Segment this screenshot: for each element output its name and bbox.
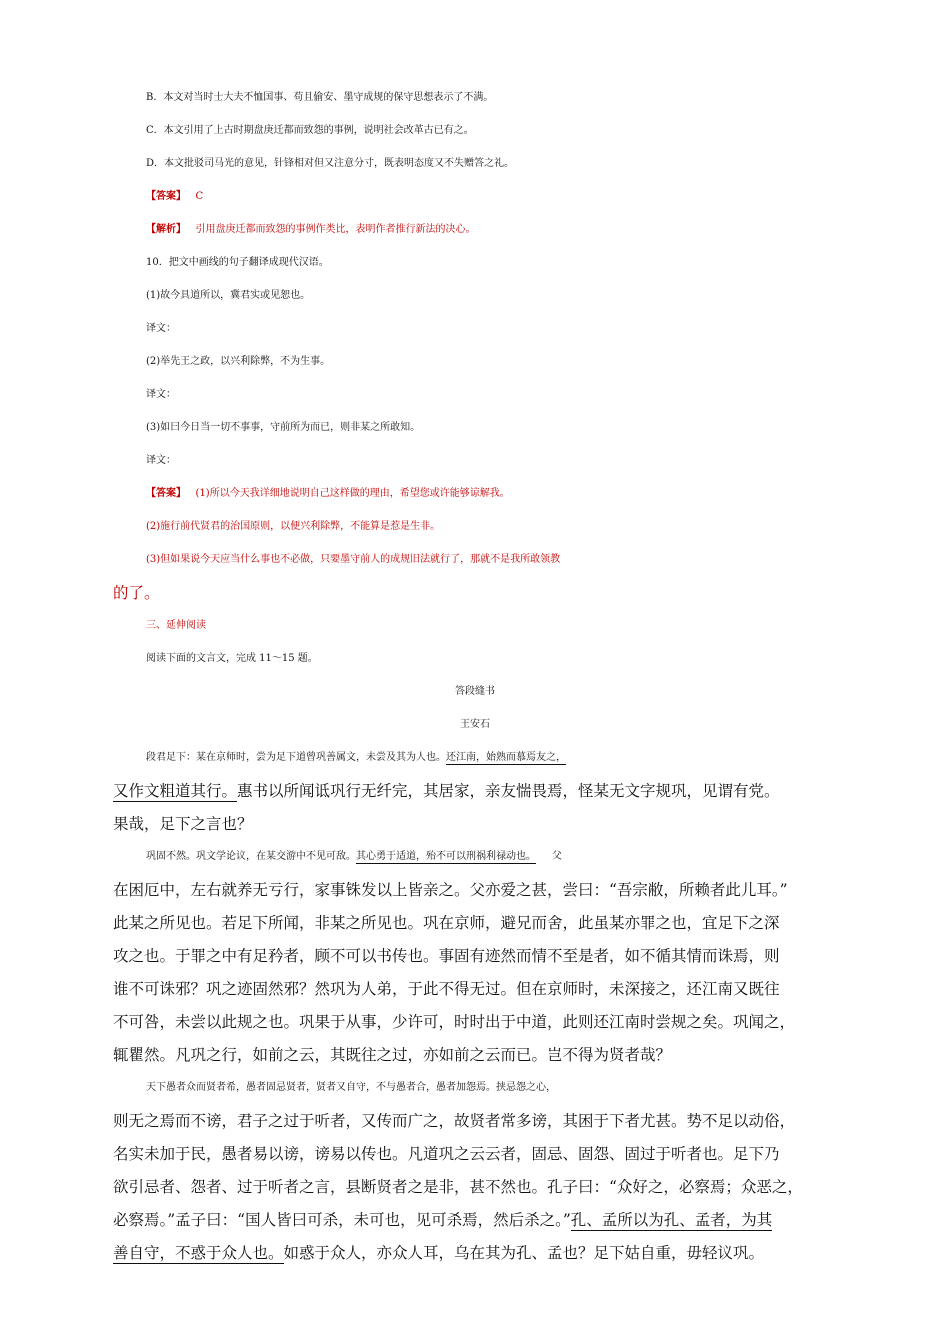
reading-instruction: 阅读下面的文言文，完成 11～15 题。 <box>146 653 318 664</box>
passage-text: 如惑于众人，亦众人耳，乌在其为孔、孟也？足下姑自重，毋轻议巩。 <box>283 1244 765 1262</box>
underlined-sentence: 又作文粗道其行。 <box>113 782 238 800</box>
analysis-text: 引用盘庚迁都而致怨的事例作类比，表明作者推行新法的决心。 <box>195 224 476 235</box>
translation-label: 译文： <box>146 323 176 334</box>
translation-label: 译文： <box>146 389 176 400</box>
passage-line <box>113 1243 843 1263</box>
underlined-sentence: 孔、孟所以为孔、孟者，为其 <box>570 1211 773 1229</box>
translation-label: 译文： <box>146 455 176 466</box>
passage-line: 欲引忌者、怨者、过于听者之言，县断贤者之是非，甚不然也。孔子曰：“众好之，必察焉；众恶之， <box>113 1178 803 1196</box>
passage-line <box>113 1210 843 1230</box>
answer-tag: 【答案】 <box>146 488 186 499</box>
passage-line: 则无之焉而不谤，君子之过于听者，又传而广之，故贤者常多谤，其困于下者尤甚。势不足以动俗， <box>113 1112 796 1130</box>
passage-text: 必察焉。”孟子曰：“国人皆曰可杀，未可也，见可杀焉，然后杀之。” <box>113 1211 571 1229</box>
passage-text: 巩固不然。巩文学论议，在某交游中不见可敌。 <box>146 851 356 862</box>
q9-answer <box>146 187 876 207</box>
passage-author: 王安石 <box>460 719 490 730</box>
q10-sentence-3: (3)如曰今日当一切不事事，守前所为而已，则非某之所敢知。 <box>146 422 421 433</box>
answer-text: C <box>195 191 204 202</box>
answer-text: (1)所以今天我详细地说明自己这样做的理由，希望您或许能够谅解我。 <box>195 488 510 499</box>
q10-answer-3-line2: 的了。 <box>113 584 160 602</box>
option-b: B．本文对当时士大夫不恤国事、苟且偷安、墨守成规的保守思想表示了不满。 <box>146 92 494 103</box>
passage-line <box>146 847 876 867</box>
passage-line: 在困厄中，左右就养无亏行，家事铢发以上皆亲之。父亦爱之甚，尝曰：“吾宗敝，所赖者此儿耳。” <box>113 881 788 899</box>
underlined-sentence: 善自守，不惑于众人也。 <box>113 1244 284 1262</box>
analysis-tag: 【解析】 <box>146 224 186 235</box>
q9-analysis <box>146 220 876 240</box>
passage-title: 答段缝书 <box>455 686 495 697</box>
section-heading: 三、延伸阅读 <box>146 620 206 631</box>
option-d: D．本文批驳司马光的意见，针锋相对但又注意分寸，既表明态度又不失赠答之礼。 <box>146 158 515 169</box>
passage-text: 惠书以所闻诋巩行无纤完，其居家，亲友惴畏焉，怪某无文字规巩，见谓有党。 <box>237 782 780 800</box>
passage-line: 名实未加于民，愚者易以谤，谤易以传也。凡道巩之云云者，固忌、固怨、固过于听者也。足下乃 <box>113 1145 780 1163</box>
passage-text: 父 <box>551 851 562 862</box>
q10-sentence-2: (2)举先王之政，以兴利除弊，不为生事。 <box>146 356 331 367</box>
q10-sentence-1: (1)故今具道所以，冀君实或见恕也。 <box>146 290 311 301</box>
passage-text: 段君足下：某在京师时，尝为足下道曾巩善属文，未尝及其为人也。 <box>146 752 446 763</box>
passage-line: 辄瞿然。凡巩之行，如前之云，其既往之过，亦如前之云而已。岂不得为贤者哉？ <box>113 1046 672 1064</box>
answer-tag: 【答案】 <box>146 191 186 202</box>
passage-line: 天下愚者众而贤者希，愚者固忌贤者，贤者又自守，不与愚者合，愚者加怨焉。挟忌怨之心， <box>146 1082 556 1093</box>
option-c: C．本文引用了上古时期盘庚迁都而致怨的事例，说明社会改革古已有之。 <box>146 125 474 136</box>
passage-line: 谁不可诛邪？巩之迹固然邪？然巩为人弟，于此不得无过。但在京师时，未深接之，还江南又既往 <box>113 980 780 998</box>
q10-answer-1 <box>146 484 876 504</box>
underlined-sentence: 还江南，始熟而慕焉友之， <box>446 752 566 763</box>
passage-line: 不可咎，未尝以此规之也。巩果于从事，少许可，时时出于中道，此则还江南时尝规之矣。巩闻之， <box>113 1013 796 1031</box>
passage-line: 此某之所见也。若足下所闻，非某之所见也。巩在京师，避兄而舍，此虽某亦罪之也，宜足下之深 <box>113 914 780 932</box>
passage-line: 果哉，足下之言也？ <box>113 815 253 833</box>
passage-line <box>113 781 843 801</box>
q10-answer-3-line1: (3)但如果说今天应当什么事也不必做，只要墨守前人的成规旧法就行了，那就不是我所敢领教 <box>146 554 561 565</box>
passage-line: 攻之也。于罪之中有足矜者，顾不可以书传也。事固有迹然而情不至是者，如不循其情而诛焉，则 <box>113 947 780 965</box>
q10-stem: 10．把文中画线的句子翻译成现代汉语。 <box>146 257 329 268</box>
q10-answer-2: (2)施行前代贤君的治国原则，以便兴利除弊，不能算是惹是生非。 <box>146 521 441 532</box>
passage-line <box>146 748 876 768</box>
underlined-sentence: 其心勇于适道，殆不可以刑祸利禄动也。 <box>356 851 536 862</box>
